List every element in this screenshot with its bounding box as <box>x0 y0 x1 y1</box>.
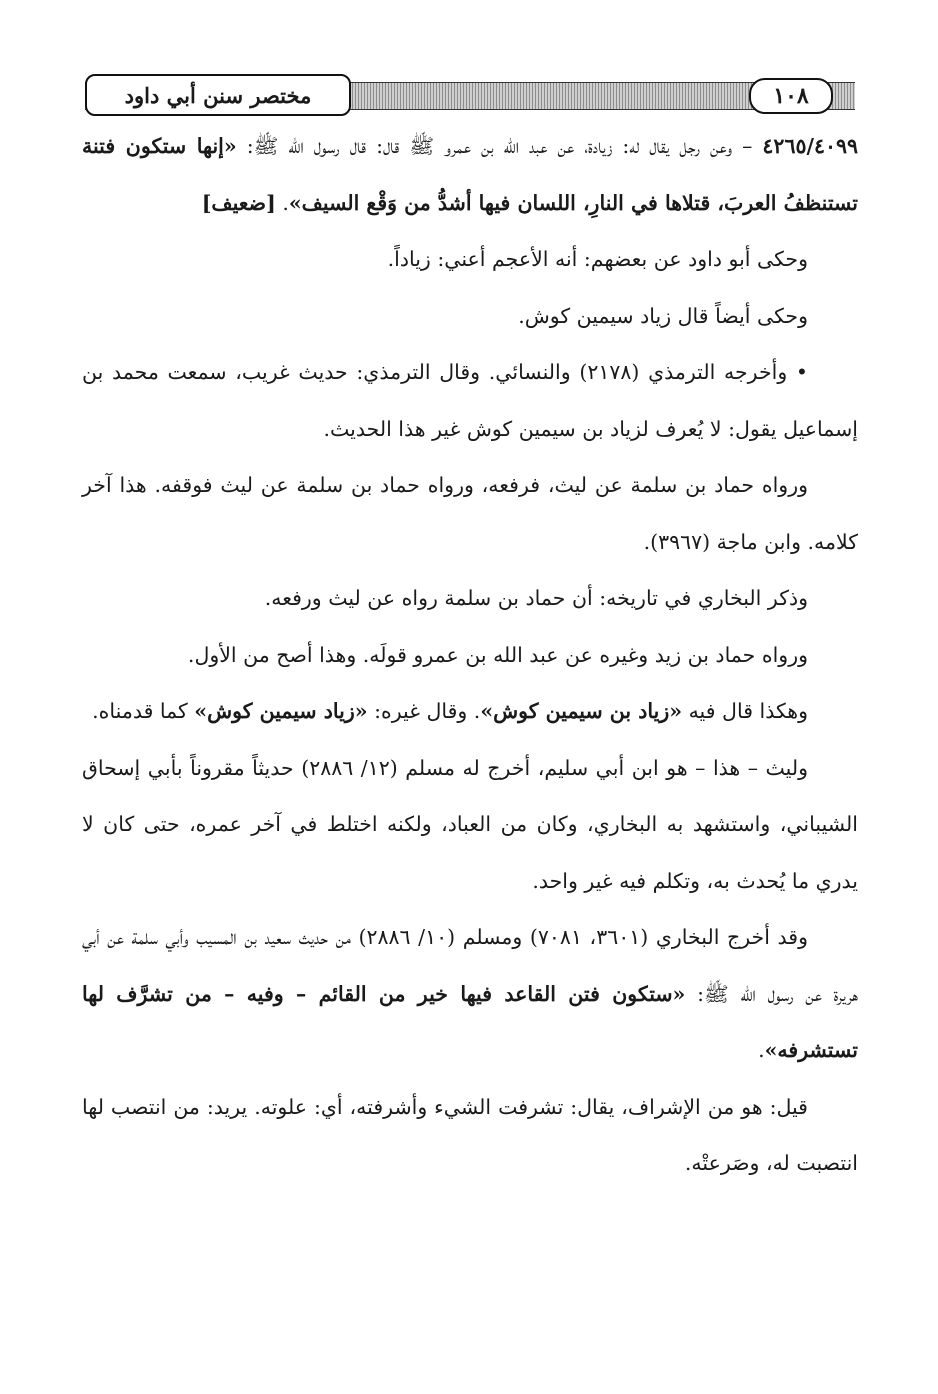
paragraph: ورواه حماد بن زيد وغيره عن عبد الله بن عمرو قولَه. وهذا أصح من الأول. <box>187 642 808 667</box>
paragraph: وحكى أيضاً قال زياد سيمين كوش. <box>518 303 808 328</box>
text-segment: وهكذا قال فيه <box>682 699 808 723</box>
paragraph: وحكى أبو داود عن بعضهم: أنه الأعجم أعني: زياداً. <box>387 247 808 271</box>
hadith-quote: «إنها ستكون فتنة تستنظفُ العربَ، قتلاها في النارِ، اللسان فيها أشدُّ من وَقْع السيف» <box>82 134 858 215</box>
paragraph-qeel: قيل: هو من الإشراف، يقال: تشرفت الشيء وأشرفته، أي: علوته. يريد: من انتصب لها انتصبت له، وصَرعتْه. <box>82 1094 858 1175</box>
text-segment: . <box>758 1038 765 1062</box>
text-segment: وقد أخرج البخاري (٣٦٠١، ٧٠٨١) ومسلم (١٠/ ٢٨٨٦) من حديث سعيد بن المسيب وأبي سلمة عن أبي هريرة عن رسول الله ﷺ: <box>82 925 858 1006</box>
hadith-quote: «ستكون فتن القاعد فيها خير من القائم – وفيه – من تشرَّف لها تستشرفه» <box>82 981 858 1062</box>
hadith-paragraph <box>82 118 858 231</box>
paragraph-bukhari <box>82 909 858 1079</box>
hadith-grade: [ضعيف] <box>201 190 276 215</box>
text-segment: . وقال غيره: <box>367 699 481 723</box>
book-title: مختصر سنن أبي داود <box>85 74 351 116</box>
page-content <box>82 118 858 1192</box>
hadith-intro: – وعن رجل يقال له: زيادة، عن عبد الله بن عمرو ﷺ قال: قال رسول الله ﷺ: <box>236 134 763 158</box>
paragraph-layth: وليث – هذا – هو ابن أبي سليم، أخرج له مسلم (١٢/ ٢٨٨٦) حديثاً مقروناً بأبي إسحاق الشيباني، واستشهد به البخاري، وكان من العباد، ولكنه اختلط في آخر عمره، حتى كان لا يدري ما يُحدث به، وتكلم فيه غير واحد. <box>82 755 858 893</box>
paragraph: • وأخرجه الترمذي (٢١٧٨) والنسائي. وقال الترمذي: حديث غريب، سمعت محمد بن إسماعيل يقول: لا يُعرف لزياد بن سيمين كوش غير هذا الحديث. <box>82 360 858 441</box>
paragraph: ورواه حماد بن سلمة عن ليث، فرفعه، ورواه حماد بن سلمة عن ليث فوقفه. هذا آخر كلامه. وابن ماجة (٣٩٦٧). <box>82 473 858 554</box>
page-number: ١٠٨ <box>749 78 833 114</box>
page-header <box>85 74 855 116</box>
quoted-name: «زياد سيمين كوش» <box>194 699 368 723</box>
paragraph-haka <box>82 683 858 740</box>
quoted-name: «زياد بن سيمين كوش» <box>480 699 683 723</box>
paragraph: وذكر البخاري في تاريخه: أن حماد بن سلمة رواه عن ليث ورفعه. <box>264 586 808 610</box>
hadith-number: ٤٢٦٥/٤٠٩٩ <box>762 134 858 158</box>
text-segment: كما قدمناه. <box>92 699 195 723</box>
hadith-after-quote: . <box>275 190 289 215</box>
